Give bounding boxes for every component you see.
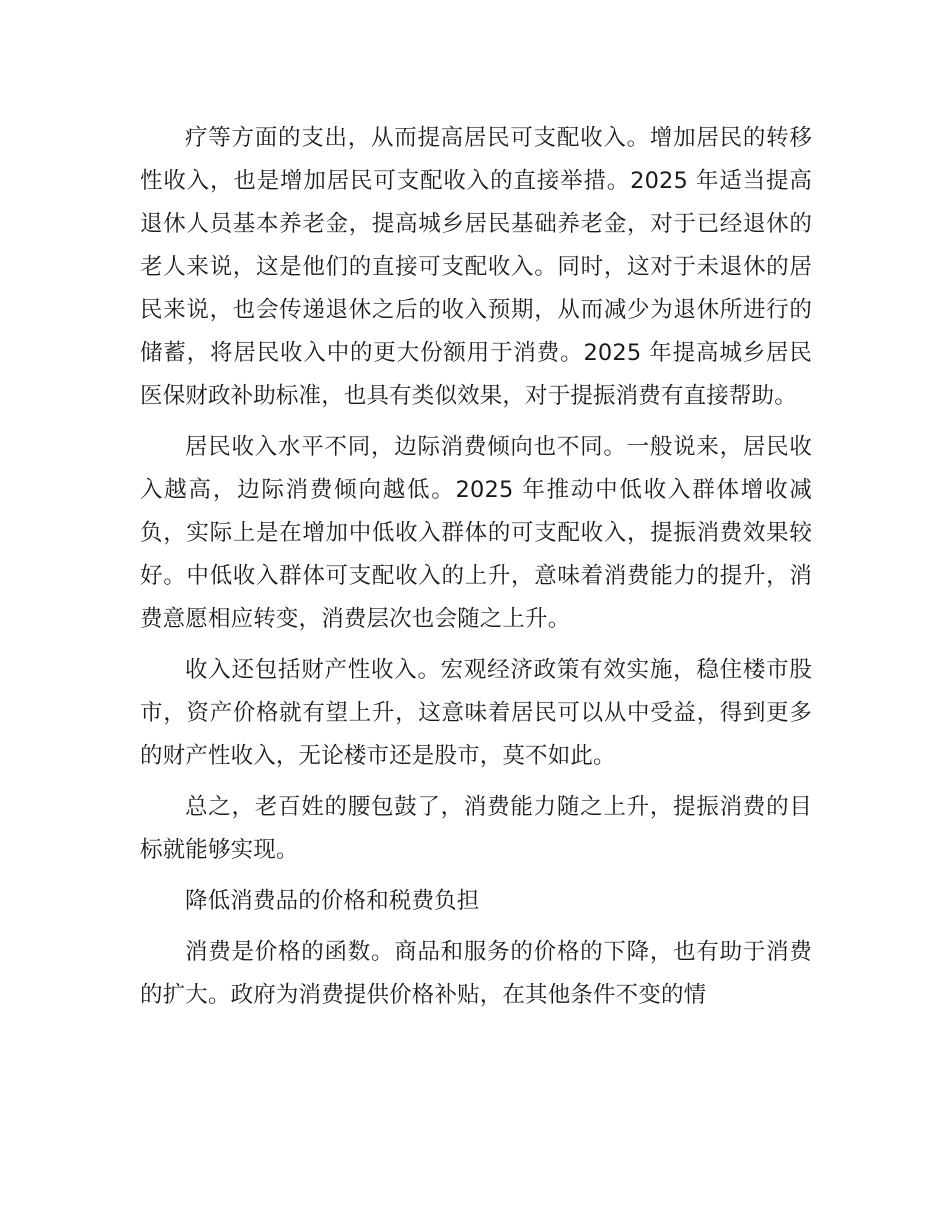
paragraph-disposable-income: 疗等方面的支出，从而提高居民可支配收入。增加居民的转移性收入，也是增加居民可支配收入的直接举措。2025 年适当提高退休人员基本养老金，提高城乡居民基础养老金，对于已经退休的老人来说，这是他们的直接可支配收入。同时，这对于未退休的居民来说，也会传递退休之后的收入预期，从而减少为退休所进行的储蓄，将居民收入中的更大份额用于消费。2025 年提高城乡居民医保财政补助标准，也具有类似效果，对于提振消费有直接帮助。	[140, 125, 812, 409]
paragraph-property-income: 收入还包括财产性收入。宏观经济政策有效实施，稳住楼市股市，资产价格就有望上升，这意味着居民可以从中受益，得到更多的财产性收入，无论楼市还是股市，莫不如此。	[140, 657, 812, 769]
document-page	[140, 117, 812, 1025]
paragraph-price-function: 消费是价格的函数。商品和服务的价格的下降，也有助于消费的扩大。政府为消费提供价格补贴，在其他条件不变的情	[140, 939, 812, 1008]
paragraph-conclusion: 总之，老百姓的腰包鼓了，消费能力随之上升，提振消费的目标就能够实现。	[140, 794, 812, 863]
section-heading: 降低消费品的价格和税费负担	[185, 888, 480, 914]
paragraph-marginal-propensity: 居民收入水平不同，边际消费倾向也不同。一般说来，居民收入越高，边际消费倾向越低。2025 年推动中低收入群体增收减负，实际上是在增加中低收入群体的可支配收入，提振消费效果较好。中低收入群体可支配收入的上升，意味着消费能力的提升，消费意愿相应转变，消费层次也会随之上升。	[140, 434, 812, 632]
